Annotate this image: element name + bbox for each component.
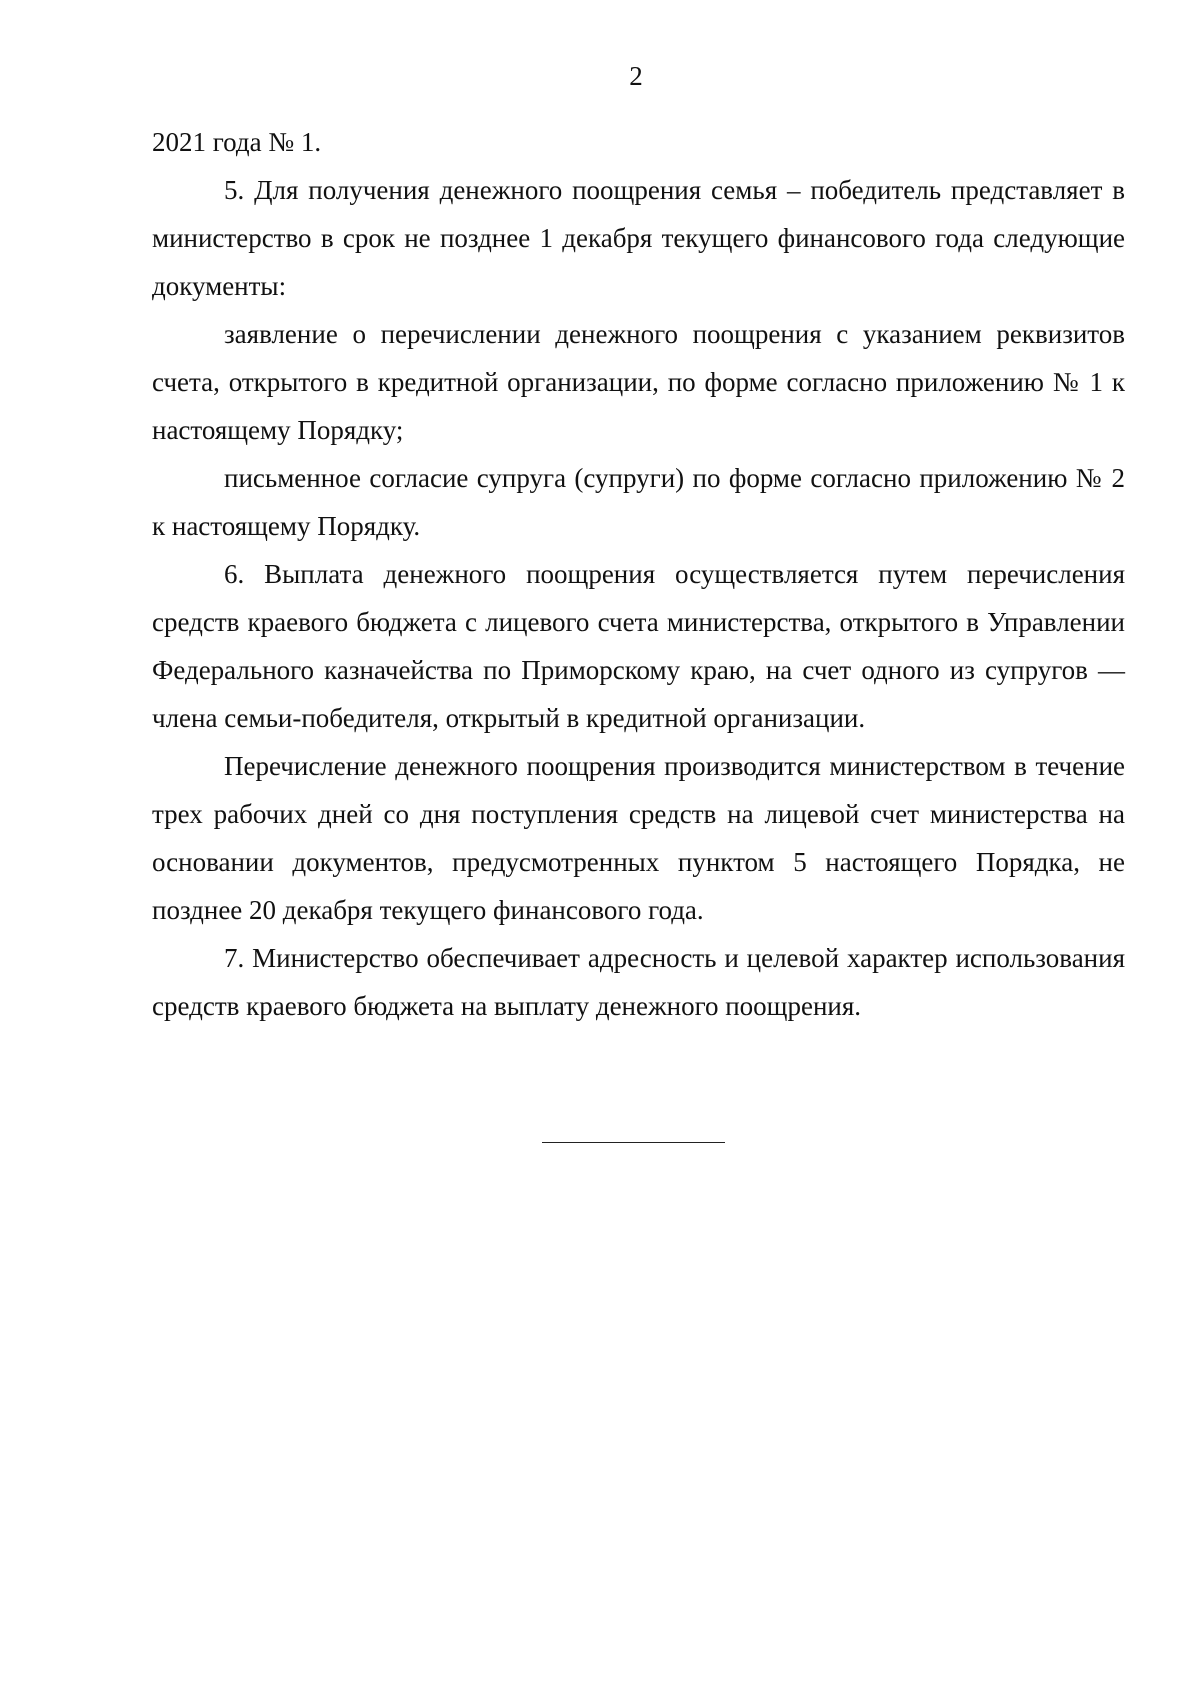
paragraph-transfer-terms: Перечисление денежного поощрения производится министерством в течение трех рабочих дней со дня поступления средств на лицевой счет министерства на основании документов, предусмотренных пунктом 5 настоящего Порядка, не позднее 20 декабря текущего финансового года. [152,751,1125,925]
paragraph-application: заявление о перечислении денежного поощрения с указанием реквизитов счета, открытого в кредитной организации, по форме согласно приложению № 1 к настоящему Порядку; [152,319,1125,445]
end-separator-line [542,1142,725,1143]
page-number: 2 [629,61,643,91]
paragraph-continuation: 2021 года № 1. [152,127,322,157]
paragraph-item-6: 6. Выплата денежного поощрения осуществляется путем перечисления средств краевого бюджета с лицевого счета министерства, открытого в Управлении Федерального казначейства по Приморскому краю, на счет одного из супругов — члена семьи-победителя, открытый в кредитной организации. [152,559,1125,733]
paragraph-item-5: 5. Для получения денежного поощрения семья – победитель представляет в министерство в срок не позднее 1 декабря текущего финансового года следующие документы: [152,175,1125,301]
paragraph-item-7: 7. Министерство обеспечивает адресность и целевой характер использования средств краевого бюджета на выплату денежного поощрения. [152,943,1125,1021]
paragraph-spouse-consent: письменное согласие супруга (супруги) по форме согласно приложению № 2 к настоящему Порядку. [152,463,1125,541]
document-body [152,118,1125,1030]
